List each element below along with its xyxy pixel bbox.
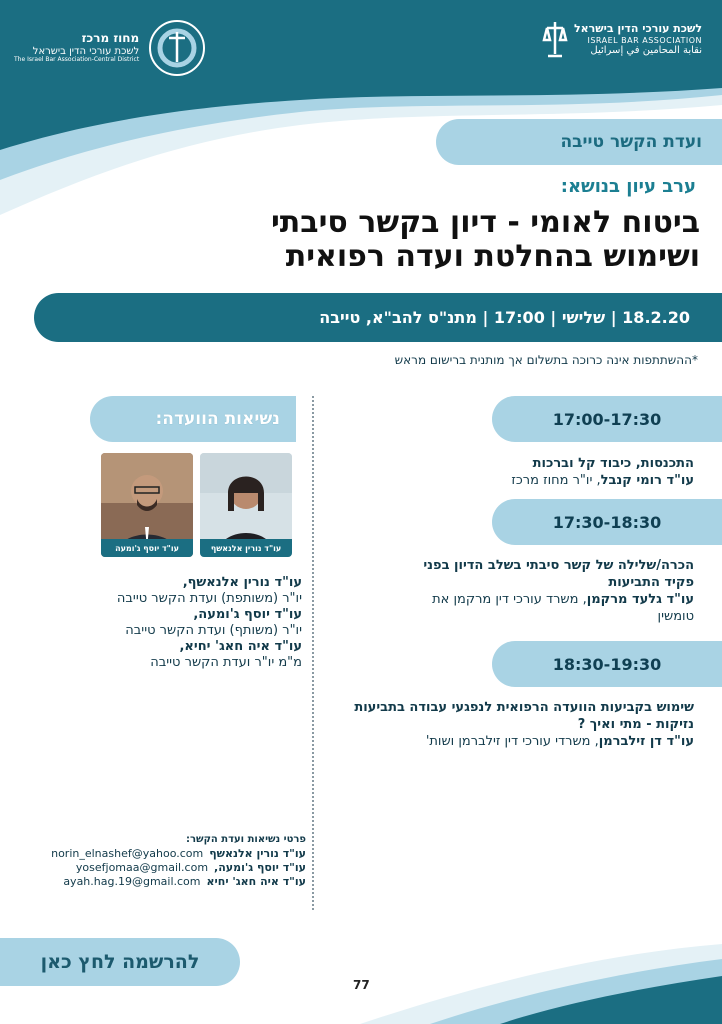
session-3 bbox=[344, 699, 694, 750]
session-speaker: עו"ד גלעד מרקמן bbox=[586, 592, 694, 607]
session-time-3: 18:30-19:30 bbox=[492, 641, 722, 687]
contact-details bbox=[16, 833, 306, 889]
event-title bbox=[140, 206, 700, 274]
scales-icon bbox=[542, 20, 568, 60]
bar-logo-arabic: نقابة المحامين في إسرائيل bbox=[590, 45, 702, 57]
chair-role: יו"ר (משותף) ועדת הקשר טייבה bbox=[125, 623, 302, 638]
session-1 bbox=[334, 455, 694, 489]
session-time-2: 17:30-18:30 bbox=[492, 499, 722, 545]
event-details-bar bbox=[34, 293, 722, 342]
session-affiliation: , משרדי עורכי דין זילברמן ושות' bbox=[425, 734, 599, 749]
event-subject-label: ערב עיון בנושא: bbox=[560, 176, 696, 197]
district-english: The Israel Bar Association-Central District bbox=[14, 56, 140, 64]
session-2 bbox=[394, 557, 694, 625]
district-hebrew: לשכת עורכי הדין בישראל bbox=[32, 45, 140, 57]
contact-name: עו"ד יוסף ג'ומעה, bbox=[214, 861, 306, 874]
session-time-1: 17:00-17:30 bbox=[492, 396, 722, 442]
chairs-list bbox=[40, 575, 302, 671]
event-details: 18.2.20 | שלישי | 17:00 | מתנ"ס להב"א, טייבה bbox=[319, 308, 690, 327]
contact-email[interactable]: norin_elnashef@yahoo.com bbox=[51, 847, 204, 860]
session-affiliation: , יו"ר מחוז מרכז bbox=[511, 473, 601, 488]
bar-logo-english: ISRAEL BAR ASSOCIATION bbox=[587, 35, 702, 45]
event-title-line1: ביטוח לאומי - דיון בקשר סיבתי bbox=[270, 205, 700, 240]
chair-photo bbox=[200, 453, 292, 557]
chairs-heading: נשיאות הוועדה: bbox=[90, 396, 296, 442]
chair-photo-caption: עו"ד יוסף ג'ומעה bbox=[101, 539, 193, 557]
bar-logo-hebrew: לשכת עורכי הדין בישראל bbox=[573, 22, 702, 36]
contact-row bbox=[16, 847, 306, 861]
contact-row bbox=[16, 875, 306, 889]
session-affiliation: , משרד עורכי דין מרקמן את טומשין bbox=[432, 592, 694, 624]
column-divider bbox=[312, 396, 314, 910]
contact-name: עו"ד איה חאג' יחיא bbox=[206, 875, 306, 888]
chair-role: מ"מ יו"ר ועדת הקשר טייבה bbox=[150, 655, 302, 670]
session-speaker: עו"ד רומי קנבל bbox=[600, 473, 694, 488]
event-title-line2: ושימוש בהחלטת ועדה רפואית bbox=[285, 239, 700, 274]
contact-heading: פרטי נשיאות ועדת הקשר: bbox=[185, 834, 306, 845]
district-name: מחוז מרכז bbox=[81, 30, 140, 45]
contact-name: עו"ד נורין אלנאשף bbox=[209, 847, 306, 860]
session-topic: התכנסות, כיבוד קל וברכות bbox=[532, 456, 694, 471]
page-number: 77 bbox=[353, 978, 370, 992]
contact-email[interactable]: ayah.hag.19@gmail.com bbox=[63, 875, 201, 888]
contact-row bbox=[16, 861, 306, 875]
register-button[interactable]: להרשמה לחץ כאן bbox=[0, 938, 240, 986]
central-district-logo bbox=[14, 18, 207, 78]
chair-name: עו"ד איה חאג' יחיא, bbox=[179, 639, 302, 654]
chair-name: עו"ד יוסף ג'ומעה, bbox=[193, 607, 302, 622]
chair-role: יו"ר (משותפת) ועדת הקשר טייבה bbox=[116, 591, 302, 606]
chair-name: עו"ד נורין אלנאשף, bbox=[182, 575, 302, 590]
session-topic: הכרה/שלילה של קשר סיבתי בשלב הדיון בפני פקיד התביעות bbox=[423, 558, 694, 590]
israel-bar-logo bbox=[542, 20, 702, 60]
committee-title: ועדת הקשר טייבה bbox=[436, 119, 722, 165]
participation-note: *ההשתתפות אינה כרוכה בתשלום אך מותנית ברישום מראש bbox=[394, 353, 698, 367]
contact-email[interactable]: yosefjomaa@gmail.com bbox=[75, 861, 209, 874]
session-topic: שימוש בקביעות הוועדה הרפואית לנפגעי עבודה בתביעות נזיקות - מתי ואיך ? bbox=[354, 700, 694, 732]
district-badge-icon bbox=[147, 18, 207, 78]
session-speaker: עו"ד דן זילברמן bbox=[598, 734, 694, 749]
chair-photo bbox=[101, 453, 193, 557]
chair-photo-caption: עו"ד נורין אלנאשף bbox=[200, 539, 292, 557]
